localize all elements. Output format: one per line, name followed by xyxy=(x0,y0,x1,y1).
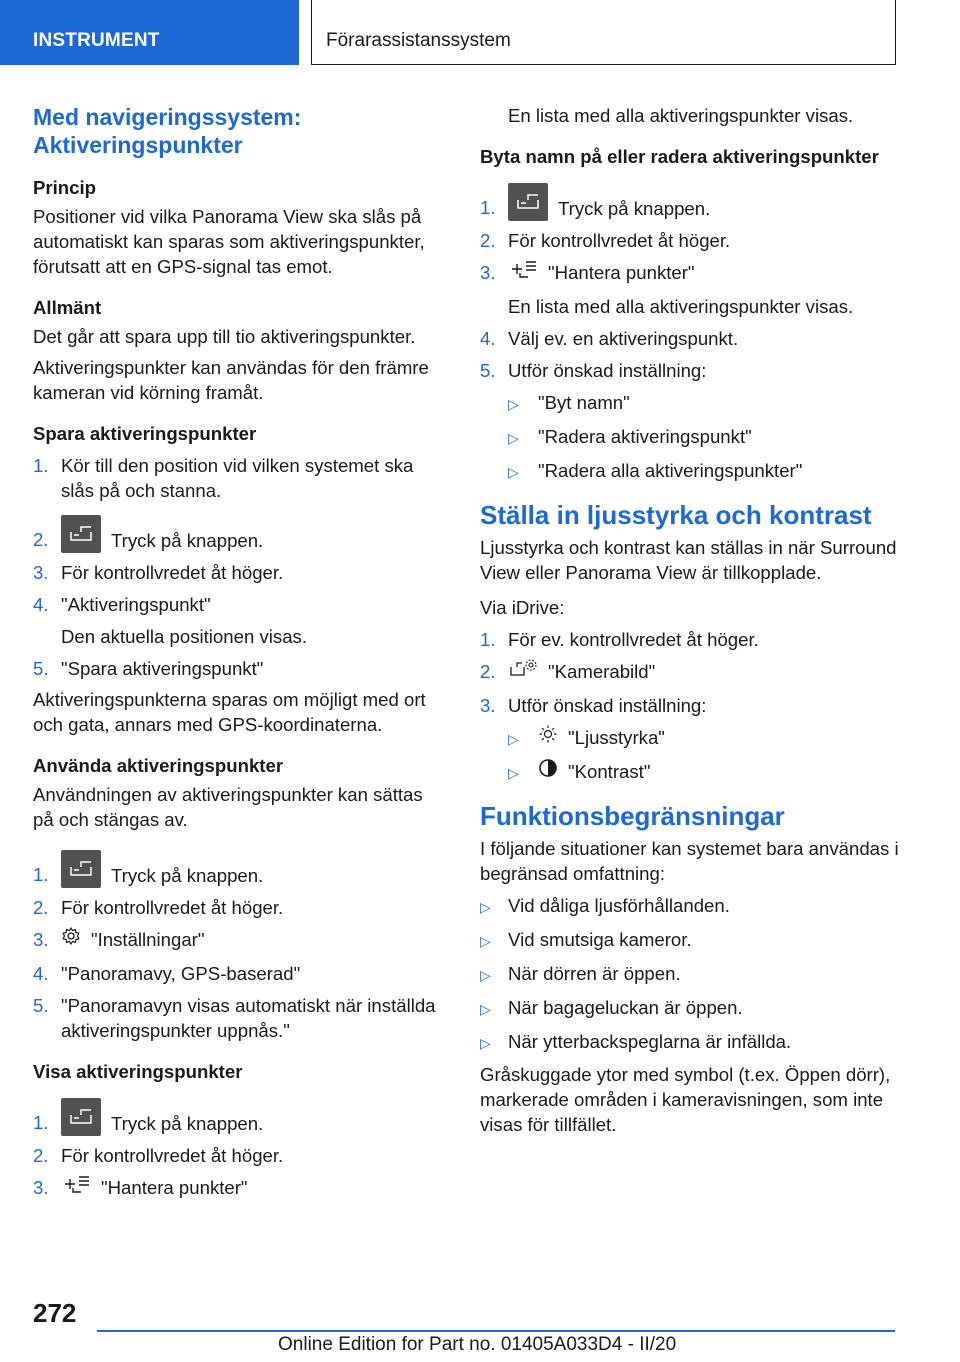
list-item: 3. "Hantera punkter" xyxy=(33,1175,445,1202)
princip-text: Positioner vid vilka Panorama View ska slås på automatiskt kan sparas som aktiveringspunkter, förutsatt att en GPS-signal tas emot. xyxy=(33,206,425,277)
funk-heading: Funktionsbegränsningar xyxy=(480,801,785,832)
list-item: ▷ När ytterbackspeglarna är infällda. xyxy=(480,1029,900,1056)
list-item: 1. Tryck på knappen. xyxy=(33,850,445,888)
camera-button-icon xyxy=(61,1098,101,1136)
camera-button-icon xyxy=(61,850,101,888)
visa-continuation: En lista med alla aktiveringspunkter visas. xyxy=(508,105,854,126)
bullet-triangle-icon: ▷ xyxy=(508,464,519,481)
gear-icon xyxy=(61,926,81,952)
list-item: 1. Tryck på knappen. xyxy=(480,183,900,221)
list-item: ▷ "Byt namn" xyxy=(480,390,900,417)
camera-button-icon xyxy=(61,515,101,553)
bullet-triangle-icon: ▷ xyxy=(508,396,519,413)
list-item: 4. "Panoramavy, GPS-baserad" xyxy=(33,963,301,985)
byta-heading: Byta namn på eller radera aktiveringspunkter xyxy=(480,146,879,167)
brightness-icon xyxy=(538,724,558,750)
list-item: ▷ "Ljusstyrka" xyxy=(480,725,900,752)
list-item: 2. För kontrollvredet åt höger. xyxy=(33,897,284,918)
ljus-text: Ljusstyrka och kontrast kan ställas in när Surround View eller Panorama View är tillkopplade. xyxy=(480,537,897,584)
list-item: 5. "Spara aktiveringspunkt" xyxy=(33,658,264,679)
list-item: ▷ "Radera alla aktiveringspunkter" xyxy=(480,458,900,485)
list-item: 3. För kontrollvredet åt höger. xyxy=(33,562,284,583)
spara-heading: Spara aktiveringspunkter xyxy=(33,423,257,444)
header-chapter-tab xyxy=(311,0,896,65)
bullet-triangle-icon: ▷ xyxy=(480,1001,491,1018)
list-item: 1. Tryck på knappen. xyxy=(33,1098,445,1136)
ljus-via: Via iDrive: xyxy=(480,597,565,619)
bullet-triangle-icon: ▷ xyxy=(480,967,491,984)
section-title xyxy=(33,103,445,159)
list-item: ▷ När bagageluckan är öppen. xyxy=(480,995,900,1022)
list-item: 2. Tryck på knappen. xyxy=(33,515,445,553)
list-item: 3. "Inställningar" xyxy=(33,927,445,954)
bullet-triangle-icon: ▷ xyxy=(480,1035,491,1052)
camera-button-icon xyxy=(508,183,548,221)
manage-points-icon xyxy=(61,1174,91,1200)
list-item: ▷ Vid smutsiga kameror. xyxy=(480,927,900,954)
funk-intro: I följande situationer kan systemet bara användas i begränsad omfattning: xyxy=(480,838,899,885)
spara-after-text: Aktiveringspunkterna sparas om möjligt med ort och gata, annars med GPS-koordinaterna. xyxy=(33,689,426,735)
header-chapter-label: Förarassistanssystem xyxy=(326,30,511,51)
manage-points-icon xyxy=(508,259,538,285)
bullet-triangle-icon: ▷ xyxy=(508,430,519,447)
list-item: 2. För kontrollvredet åt höger. xyxy=(33,1145,284,1167)
allmant-text-1: Det går att spara upp till tio aktiveringspunkter. xyxy=(33,326,416,347)
header-section-label: INSTRUMENT xyxy=(33,30,160,51)
list-item: 5. Utför önskad inställning: xyxy=(480,360,707,382)
list-item: 2. "Kamerabild" xyxy=(480,659,900,686)
allmant-heading: Allmänt xyxy=(33,297,102,318)
allmant-text-2: Aktiveringspunkter kan användas för den främre kameran vid körning framåt. xyxy=(33,357,429,403)
visa-heading: Visa aktiveringspunkter xyxy=(33,1061,243,1083)
step-continuation: En lista med alla aktiveringspunkter visas. xyxy=(508,296,854,318)
list-item: ▷ När dörren är öppen. xyxy=(480,961,900,988)
header-section-tab xyxy=(0,0,299,65)
funk-after-text: Gråskuggade ytor med symbol (t.ex. Öppen dörr), markerade områden i kameravisningen, som inte visas för tillfället. xyxy=(480,1064,891,1136)
list-item: ▷ "Radera aktiveringspunkt" xyxy=(480,424,900,451)
list-item: 3. Utför önskad inställning: xyxy=(480,695,707,717)
anvanda-intro: Användningen av aktiveringspunkter kan sättas på och stängas av. xyxy=(33,784,423,830)
left-column xyxy=(33,103,445,1202)
bullet-triangle-icon: ▷ xyxy=(508,765,519,782)
section-title-line1: Med navigeringssystem: xyxy=(33,104,302,130)
list-item: 1. Kör till den position vid vilken systemet ska slås på och stanna. xyxy=(33,455,414,501)
bullet-triangle-icon: ▷ xyxy=(480,933,491,950)
list-item: 5. "Panoramavyn visas automatiskt när inställda aktiveringspunkter uppnås." xyxy=(33,995,436,1042)
list-item: ▷ Vid dåliga ljusförhållanden. xyxy=(480,893,900,920)
camera-settings-icon xyxy=(508,658,538,684)
list-item: 1. För ev. kontrollvredet åt höger. xyxy=(480,629,759,651)
list-item: 2. För kontrollvredet åt höger. xyxy=(480,230,731,251)
footer-divider xyxy=(97,1330,895,1332)
list-item: ▷ "Kontrast" xyxy=(480,759,900,786)
princip-heading: Princip xyxy=(33,177,97,198)
list-item: 4. "Aktiveringspunkt" xyxy=(33,594,211,615)
right-column xyxy=(480,103,900,1137)
anvanda-heading: Använda aktiveringspunkter xyxy=(33,755,284,776)
footer-edition: Online Edition for Part no. 01405A033D4 - II/20 xyxy=(278,1334,677,1355)
list-item: 4. Välj ev. en aktiveringspunkt. xyxy=(480,328,739,350)
step-continuation: Den aktuella positionen visas. xyxy=(61,626,307,647)
page-number: 272 xyxy=(33,1298,77,1328)
bullet-triangle-icon: ▷ xyxy=(508,731,519,748)
list-item: 3. "Hantera punkter" xyxy=(480,260,900,287)
contrast-icon xyxy=(538,758,558,784)
ljus-heading: Ställa in ljusstyrka och kontrast xyxy=(480,500,872,531)
section-title-line2: Aktiveringspunkter xyxy=(33,132,243,158)
bullet-triangle-icon: ▷ xyxy=(480,899,491,916)
